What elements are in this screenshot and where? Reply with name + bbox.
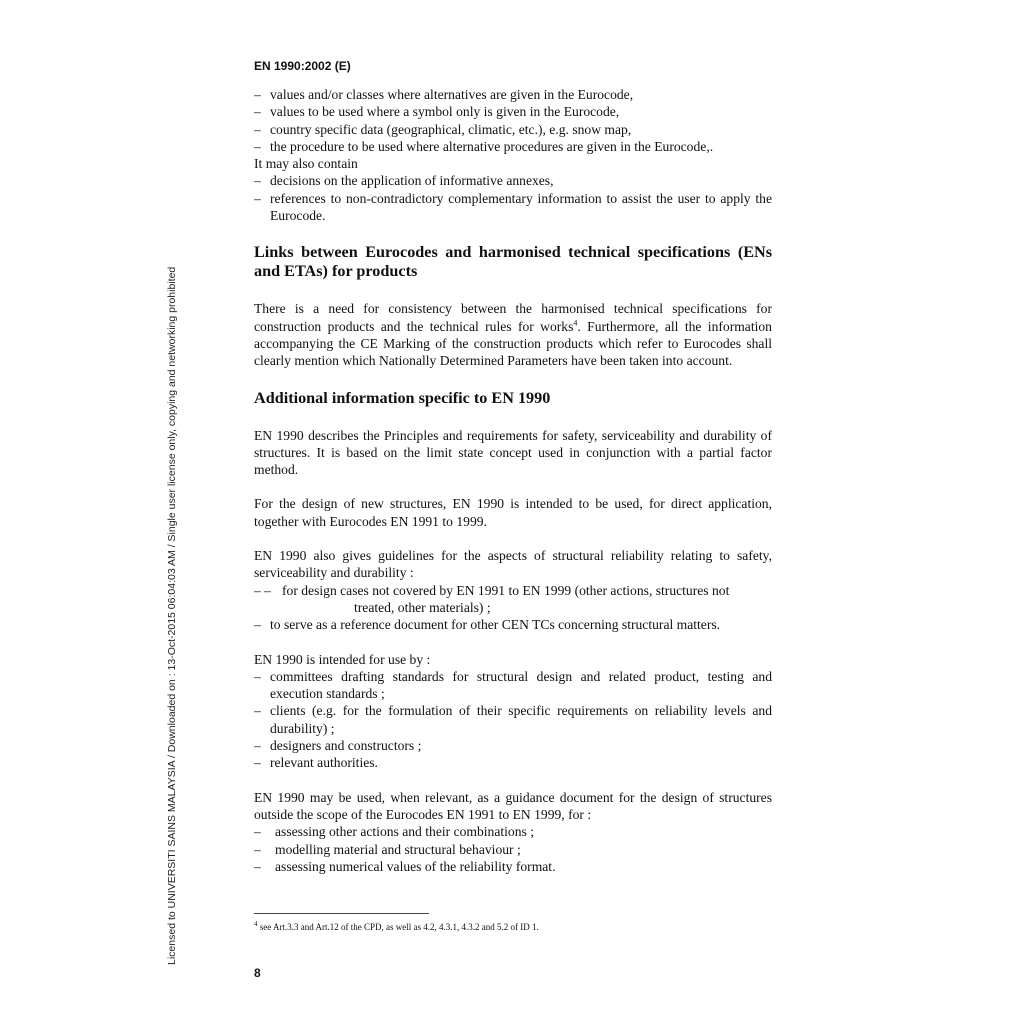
also-contain-list	[254, 172, 772, 224]
guidance-list	[254, 823, 772, 875]
list-item: – country specific data (geographical, climatic, etc.), e.g. snow map,	[254, 121, 772, 138]
paragraph-guidelines: EN 1990 also gives guidelines for the aspects of structural reliability relating to safety, serviceability and durability :	[254, 548, 772, 581]
list-item: – to serve as a reference document for other CEN TCs concerning structural matters.	[254, 616, 772, 633]
footnote-text: see Art.3.3 and Art.12 of the CPD, as well as 4.2, 4.3.1, 4.3.2 and 5.2 of ID 1.	[257, 922, 539, 933]
list-item: – values and/or classes where alternatives are given in the Eurocode,	[254, 86, 772, 103]
section-heading-additional-info: Additional information specific to EN 1990	[254, 388, 551, 407]
footnote-mark: 4	[254, 920, 258, 929]
list-item: – designers and constructors ;	[254, 737, 772, 754]
section-heading-links: Links between Eurocodes and harmonised technical specifications (ENs and ETAs) for products	[254, 243, 772, 281]
list-item: – assessing other actions and their combinations ;	[254, 823, 772, 840]
also-contain-intro: It may also contain	[254, 156, 358, 172]
list-item: – values to be used where a symbol only is given in the Eurocode,	[254, 103, 772, 120]
footnote-divider	[254, 913, 429, 914]
paragraph-principles: EN 1990 describes the Principles and requirements for safety, serviceability and durability of structures. It is based on the limit state concept used in conjunction with a partial factor method.	[254, 427, 772, 478]
list-item: – committees drafting standards for structural design and related product, testing and execution standards ;	[254, 668, 772, 703]
national-annex-list	[254, 86, 772, 155]
links-paragraph: There is a need for consistency between the harmonised technical specifications for construction products and the technical rules for works$^4$. Furthermore, all the information accompanying the CE Marking of the construction products which refer to Eurocodes shall clearly mention which Nationally Determined Parameters have been taken into account.	[254, 301, 772, 369]
list-item: – clients (e.g. for the formulation of their specific requirements on reliability levels and durability) ;	[254, 702, 772, 737]
license-watermark: Licensed to UNIVERSITI SAINS MALAYSIA / Downloaded on : 13-Oct-2015 06:04:03 AM / Single user license only, copying and networking prohibited	[166, 266, 178, 965]
footnote-reference: 4	[573, 318, 578, 328]
guidelines-list	[254, 582, 772, 599]
page-content	[254, 58, 772, 933]
list-item: – assessing numerical values of the reliability format.	[254, 858, 772, 875]
footnote	[254, 918, 772, 933]
list-item: – modelling material and structural behaviour ;	[254, 841, 772, 858]
paragraph-intended-use: EN 1990 is intended for use by :	[254, 651, 431, 667]
document-code-header: EN 1990:2002 (E)	[254, 59, 351, 73]
guidelines-list-continuation: treated, other materials) ;	[354, 599, 491, 615]
list-item: – the procedure to be used where alternative procedures are given in the Eurocode,.	[254, 138, 772, 155]
list-item: – references to non-contradictory complementary information to assist the user to apply the Eurocode.	[254, 190, 772, 225]
paragraph-guidance-document: EN 1990 may be used, when relevant, as a guidance document for the design of structures outside the scope of the Eurocodes EN 1991 to EN 1999, for :	[254, 789, 772, 822]
list-item: – – for design cases not covered by EN 1991 to EN 1999 (other actions, structures not	[254, 582, 772, 599]
paragraph-new-structures: For the design of new structures, EN 1990 is intended to be used, for direct application, together with Eurocodes EN 1991 to 1999.	[254, 496, 772, 529]
guidelines-list-2	[254, 616, 772, 633]
intended-use-list	[254, 668, 772, 772]
page-number: 8	[254, 966, 261, 980]
list-item: – decisions on the application of informative annexes,	[254, 172, 772, 189]
list-item: – relevant authorities.	[254, 754, 772, 771]
